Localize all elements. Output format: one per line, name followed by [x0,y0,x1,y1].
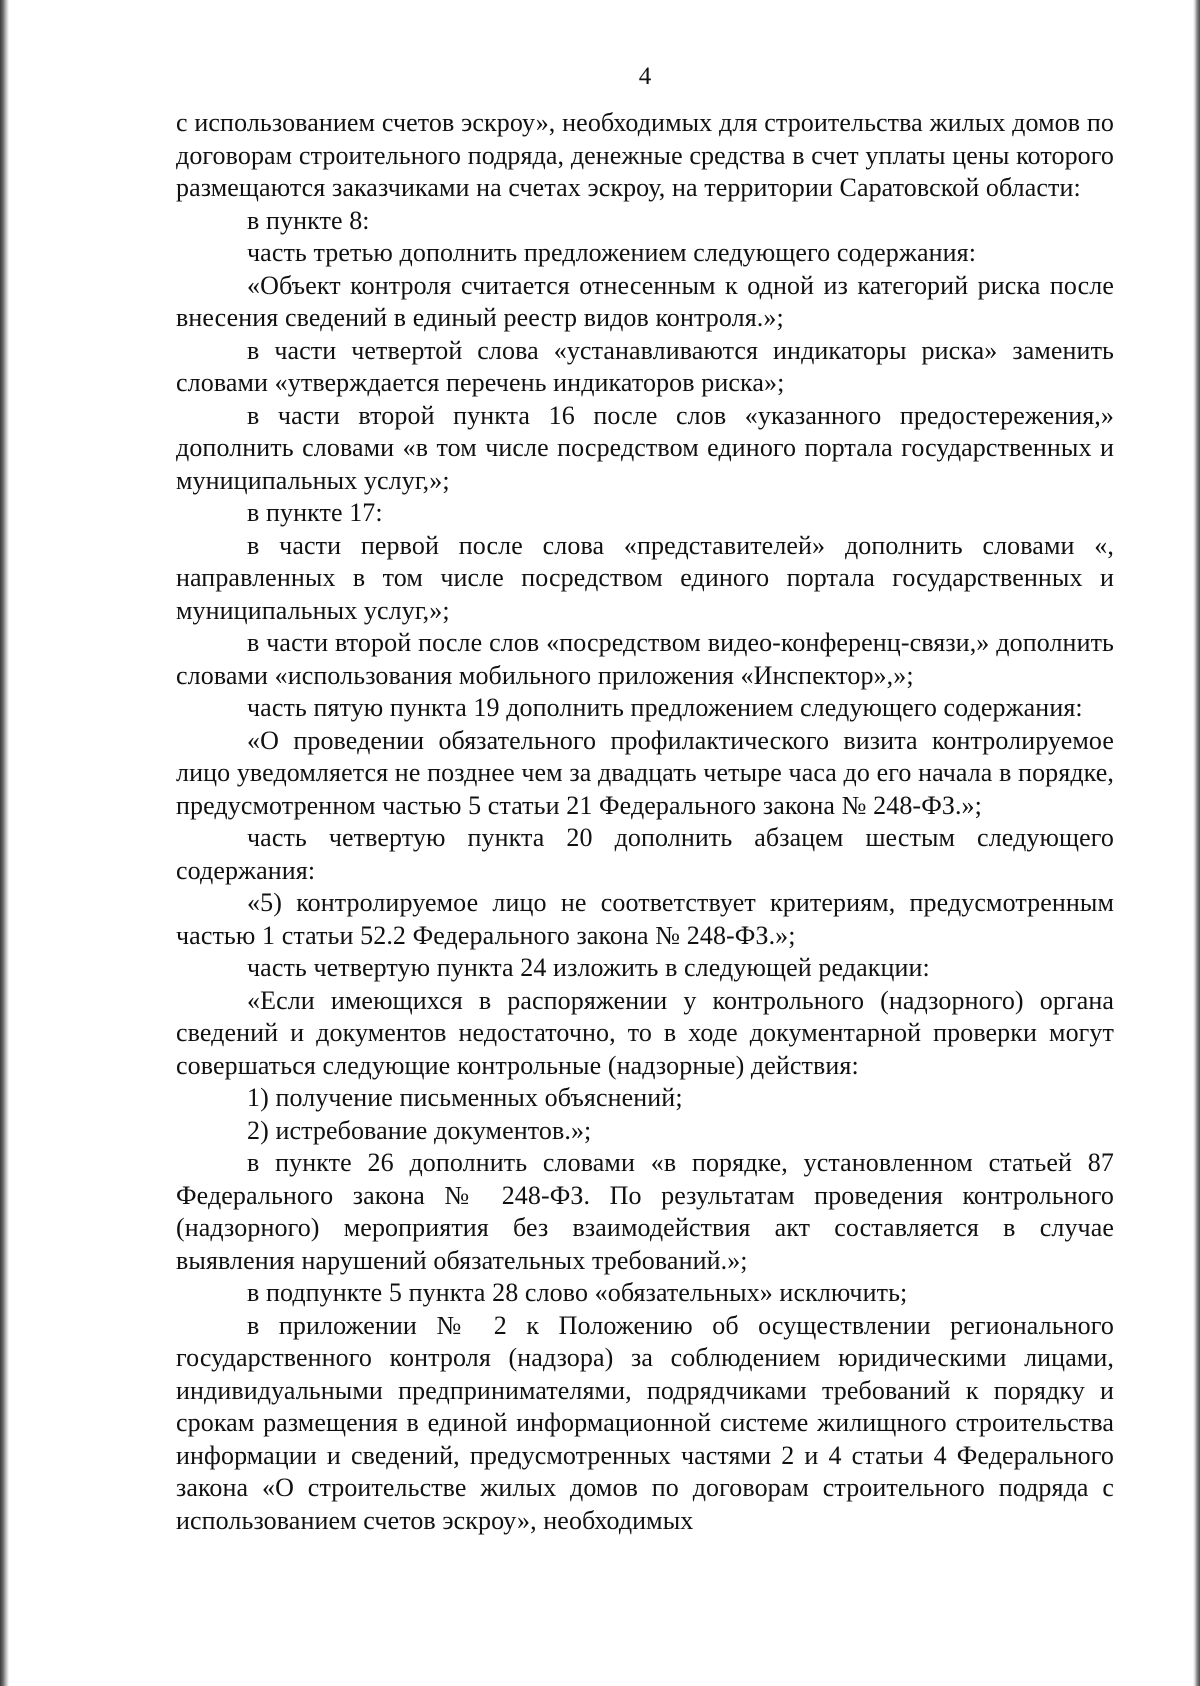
paragraph: часть пятую пункта 19 дополнить предложением следующего содержания: [247,693,1083,722]
paragraph: в части четвертой слова «устанавливаются индикаторы риска» заменить словами «утверждается перечень индикаторов риска»; [176,335,1114,397]
scan-edge-right [1193,0,1200,1686]
paragraph: в пункте 26 дополнить словами «в порядке, установленном статьей 87 Федерального закона № 248-ФЗ. По результатам проведения контрольного (надзорного) мероприятия без взаимодействия акт составляется в случае выявления нарушений обязательных требований.»; [176,1148,1114,1275]
paragraph: в части второй после слов «посредством видео-конференц-связи,» дополнить словами «использования мобильного приложения «Инспектор»,»; [176,628,1114,690]
paragraph: «5) контролируемое лицо не соответствует критериям, предусмотренным частью 1 статьи 52.2 Федерального закона № 248-ФЗ.»; [176,888,1114,950]
paragraph: часть четвертую пункта 20 дополнить абзацем шестым следующего содержания: [176,823,1114,885]
document-body [176,107,1114,1537]
page-number: 4 [638,63,652,90]
paragraph: 2) истребование документов.»; [247,1115,592,1145]
paragraph: «Объект контроля считается отнесенным к одной из категорий риска после внесения сведений в единый реестр видов контроля.»; [176,270,1114,332]
paragraph: часть четвертую пункта 24 изложить в следующей редакции: [247,953,930,982]
paragraph: в подпункте 5 пункта 28 слово «обязательных» исключить; [247,1278,908,1307]
paragraph: часть третью дополнить предложением следующего содержания: [247,238,977,267]
scan-edge-left [0,0,9,1686]
paragraph: «Если имеющихся в распоряжении у контрольного (надзорного) органа сведений и документов недостаточно, то в ходе документарной проверки могут совершаться следующие контрольные (надзорные) действия: [176,985,1114,1080]
paragraph: 1) получение письменных объяснений; [247,1083,683,1112]
paragraph: в пункте 17: [247,498,383,527]
paragraph: с использованием счетов эскроу», необходимых для строительства жилых домов по договорам строительного подряда, денежные средства в счет уплаты цены которого размещаются заказчиками на счетах эскроу, на территории Саратовской области: [176,108,1114,202]
paragraph: в части первой после слова «представителей» дополнить словами «, направленных в том числе посредством единого портала государственных и муниципальных услуг,»; [176,530,1114,625]
paragraph: в приложении № 2 к Положению об осуществлении регионального государственного контроля (надзора) за соблюдением юридическими лицами, индивидуальными предпринимателями, подрядчиками требований к порядку и срокам размещения в единой информационной системе жилищного строительства информации и сведений, предусмотренных частями 2 и 4 статьи 4 Федерального закона «О строительстве жилых домов по договорам строительного подряда с использованием счетов эскроу», необходимых [176,1310,1114,1535]
paragraph: «О проведении обязательного профилактического визита контролируемое лицо уведомляется не позднее чем за двадцать четыре часа до его начала в порядке, предусмотренном частью 5 статьи 21 Федерального закона № 248-ФЗ.»; [176,725,1114,820]
paragraph: в пункте 8: [247,205,370,235]
paragraph: в части второй пункта 16 после слов «указанного предостережения,» дополнить словами «в том числе посредством единого портала государственных и муниципальных услуг,»; [176,400,1114,495]
